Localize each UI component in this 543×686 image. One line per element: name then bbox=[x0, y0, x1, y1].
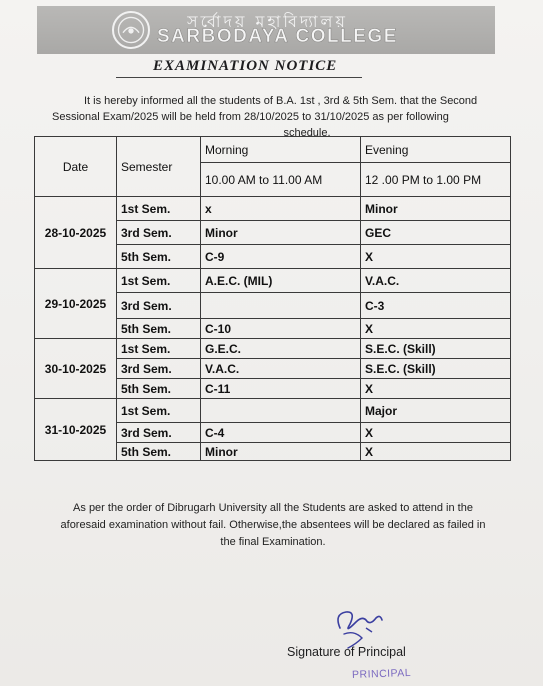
table-row bbox=[35, 269, 511, 293]
semester-cell: 3rd Sem. bbox=[117, 221, 201, 245]
table-header-row bbox=[35, 137, 511, 163]
evening-cell: Major bbox=[361, 399, 511, 423]
semester-cell: 3rd Sem. bbox=[117, 359, 201, 379]
semester-cell: 5th Sem. bbox=[117, 245, 201, 269]
semester-header: Semester bbox=[117, 137, 201, 197]
morning-cell: C-9 bbox=[201, 245, 361, 269]
morning-cell bbox=[201, 293, 361, 319]
morning-cell: C-10 bbox=[201, 319, 361, 339]
evening-cell: S.E.C. (Skill) bbox=[361, 339, 511, 359]
evening-cell: GEC bbox=[361, 221, 511, 245]
evening-cell: S.E.C. (Skill) bbox=[361, 359, 511, 379]
evening-cell: X bbox=[361, 379, 511, 399]
morning-header: Morning bbox=[201, 137, 361, 163]
footer-paragraph bbox=[40, 500, 506, 551]
intro-line-2: Sessional Exam/2025 will be held from 28/10/2025 to 31/10/2025 as per following bbox=[52, 111, 449, 123]
evening-cell: X bbox=[361, 319, 511, 339]
semester-cell: 5th Sem. bbox=[117, 319, 201, 339]
semester-cell: 3rd Sem. bbox=[117, 423, 201, 443]
date-cell: 31-10-2025 bbox=[35, 399, 117, 461]
morning-cell: G.E.C. bbox=[201, 339, 361, 359]
title-underline bbox=[116, 77, 362, 78]
morning-cell: C-4 bbox=[201, 423, 361, 443]
morning-cell: Minor bbox=[201, 443, 361, 461]
date-cell: 30-10-2025 bbox=[35, 339, 117, 399]
evening-cell: C-3 bbox=[361, 293, 511, 319]
footer-line-1: As per the order of Dibrugarh University all the Students are asked to attend in the bbox=[73, 502, 473, 514]
morning-cell: V.A.C. bbox=[201, 359, 361, 379]
evening-cell: V.A.C. bbox=[361, 269, 511, 293]
college-name: SARBODAYA COLLEGE bbox=[157, 26, 398, 47]
semester-cell: 3rd Sem. bbox=[117, 293, 201, 319]
morning-cell: Minor bbox=[201, 221, 361, 245]
evening-cell: X bbox=[361, 423, 511, 443]
intro-line-3: schedule. bbox=[283, 127, 331, 139]
evening-cell: X bbox=[361, 245, 511, 269]
intro-paragraph bbox=[52, 93, 502, 141]
date-cell: 29-10-2025 bbox=[35, 269, 117, 339]
semester-cell: 1st Sem. bbox=[117, 269, 201, 293]
college-name-bengali: সর্বোদয় মহাবিদ্যালয় bbox=[187, 12, 348, 29]
principal-stamp: PRINCIPAL bbox=[351, 666, 412, 682]
semester-cell: 5th Sem. bbox=[117, 379, 201, 399]
intro-line-1: It is hereby informed all the students of B.A. 1st , 3rd & 5th Sem. that the Second bbox=[84, 95, 478, 107]
morning-cell: A.E.C. (MIL) bbox=[201, 269, 361, 293]
college-header-banner bbox=[37, 6, 495, 54]
morning-cell: x bbox=[201, 197, 361, 221]
date-cell: 28-10-2025 bbox=[35, 197, 117, 269]
college-emblem-icon bbox=[112, 11, 150, 49]
evening-cell: Minor bbox=[361, 197, 511, 221]
notice-title: EXAMINATION NOTICE bbox=[153, 58, 338, 74]
table-row bbox=[35, 399, 511, 423]
date-header: Date bbox=[35, 137, 117, 197]
principal-signature-icon bbox=[326, 604, 396, 650]
morning-time: 10.00 AM to 11.00 AM bbox=[201, 163, 361, 197]
table-row bbox=[35, 197, 511, 221]
semester-cell: 1st Sem. bbox=[117, 339, 201, 359]
table-row bbox=[35, 339, 511, 359]
evening-header: Evening bbox=[361, 137, 511, 163]
semester-cell: 5th Sem. bbox=[117, 443, 201, 461]
semester-cell: 1st Sem. bbox=[117, 197, 201, 221]
exam-schedule-table bbox=[34, 136, 511, 461]
semester-cell: 1st Sem. bbox=[117, 399, 201, 423]
footer-line-2: aforesaid examination without fail. Otherwise,the absentees will be declared as failed in bbox=[60, 519, 486, 531]
evening-cell: X bbox=[361, 443, 511, 461]
morning-cell: C-11 bbox=[201, 379, 361, 399]
morning-cell bbox=[201, 399, 361, 423]
signature-label: Signature of Principal bbox=[287, 645, 406, 659]
evening-time: 12 .00 PM to 1.00 PM bbox=[361, 163, 511, 197]
footer-line-3: the final Examination. bbox=[220, 536, 326, 548]
